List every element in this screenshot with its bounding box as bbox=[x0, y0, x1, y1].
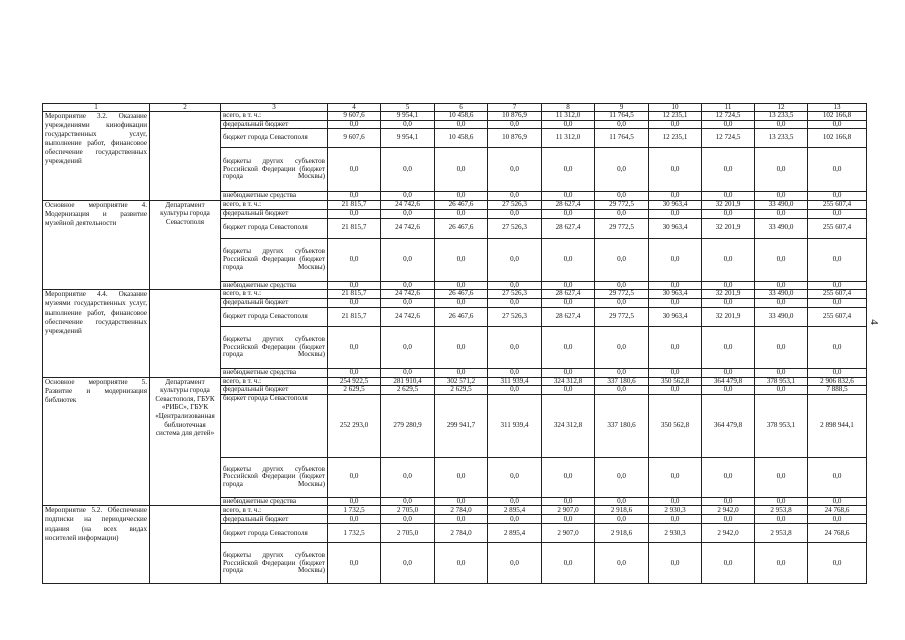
amount-cell: 12 235,1 bbox=[649, 112, 702, 121]
table-row bbox=[43, 200, 867, 209]
amount-cell: 9 607,6 bbox=[328, 112, 381, 121]
amount-cell: 0,0 bbox=[595, 192, 649, 201]
amount-cell: 0,0 bbox=[649, 192, 702, 201]
header-row bbox=[43, 104, 867, 112]
funding-source: федеральный бюджет bbox=[221, 386, 328, 395]
amount-cell: 24 768,6 bbox=[808, 506, 867, 515]
amount-cell: 10 458,6 bbox=[435, 129, 488, 148]
amount-cell: 2 629,5 bbox=[381, 386, 435, 395]
funding-source: бюджет города Севастополя bbox=[221, 524, 328, 543]
amount-cell: 0,0 bbox=[435, 543, 488, 584]
amount-cell: 21 815,7 bbox=[328, 200, 381, 209]
amount-cell: 2 784,0 bbox=[435, 524, 488, 543]
amount-cell: 0,0 bbox=[702, 457, 755, 497]
amount-cell: 0,0 bbox=[755, 281, 808, 290]
amount-cell: 2 898 944,1 bbox=[808, 394, 867, 457]
amount-cell: 21 815,7 bbox=[328, 218, 381, 238]
amount-cell: 0,0 bbox=[435, 497, 488, 506]
column-number: 12 bbox=[755, 104, 808, 112]
amount-cell: 0,0 bbox=[381, 497, 435, 506]
amount-cell: 0,0 bbox=[649, 120, 702, 129]
amount-cell: 0,0 bbox=[595, 148, 649, 192]
funding-source: внебюджетные средства bbox=[221, 192, 328, 201]
column-number: 7 bbox=[488, 104, 542, 112]
amount-cell: 0,0 bbox=[702, 209, 755, 218]
amount-cell: 11 312,0 bbox=[542, 129, 595, 148]
amount-cell: 11 312,0 bbox=[542, 112, 595, 121]
amount-cell: 0,0 bbox=[542, 238, 595, 281]
amount-cell: 0,0 bbox=[328, 148, 381, 192]
amount-cell: 0,0 bbox=[435, 238, 488, 281]
amount-cell: 2 930,3 bbox=[649, 524, 702, 543]
amount-cell: 0,0 bbox=[328, 326, 381, 368]
amount-cell: 24 742,6 bbox=[381, 200, 435, 209]
amount-cell: 252 293,0 bbox=[328, 394, 381, 457]
amount-cell: 30 963,4 bbox=[649, 218, 702, 238]
amount-cell: 0,0 bbox=[488, 368, 542, 377]
amount-cell: 0,0 bbox=[328, 192, 381, 201]
amount-cell: 0,0 bbox=[328, 298, 381, 307]
amount-cell: 0,0 bbox=[435, 368, 488, 377]
amount-cell: 0,0 bbox=[649, 298, 702, 307]
amount-cell: 2 953,8 bbox=[755, 506, 808, 515]
amount-cell: 27 526,3 bbox=[488, 307, 542, 326]
amount-cell: 11 764,5 bbox=[595, 112, 649, 121]
amount-cell: 0,0 bbox=[808, 298, 867, 307]
amount-cell: 0,0 bbox=[488, 497, 542, 506]
amount-cell: 255 607,4 bbox=[808, 218, 867, 238]
amount-cell: 0,0 bbox=[702, 298, 755, 307]
amount-cell: 0,0 bbox=[435, 457, 488, 497]
funding-source: бюджеты других субъектов Российской Федерации (бюджет города Москвы) bbox=[221, 457, 328, 497]
amount-cell: 2 953,8 bbox=[755, 524, 808, 543]
funding-source: всего, в т. ч.: bbox=[221, 112, 328, 121]
amount-cell: 0,0 bbox=[542, 281, 595, 290]
amount-cell: 0,0 bbox=[381, 326, 435, 368]
amount-cell: 27 526,3 bbox=[488, 218, 542, 238]
column-number: 6 bbox=[435, 104, 488, 112]
page-number: 4 bbox=[867, 319, 880, 325]
amount-cell: 0,0 bbox=[595, 368, 649, 377]
column-number: 13 bbox=[808, 104, 867, 112]
amount-cell: 0,0 bbox=[808, 281, 867, 290]
amount-cell: 0,0 bbox=[702, 326, 755, 368]
amount-cell: 0,0 bbox=[702, 515, 755, 524]
amount-cell: 0,0 bbox=[328, 120, 381, 129]
funding-source: бюджеты других субъектов Российской Федерации (бюджет города Москвы) bbox=[221, 238, 328, 281]
amount-cell: 2 784,0 bbox=[435, 506, 488, 515]
amount-cell: 0,0 bbox=[542, 497, 595, 506]
amount-cell: 302 571,2 bbox=[435, 377, 488, 386]
column-number: 9 bbox=[595, 104, 649, 112]
funding-source: федеральный бюджет bbox=[221, 298, 328, 307]
amount-cell: 255 607,4 bbox=[808, 290, 867, 299]
amount-cell: 9 607,6 bbox=[328, 129, 381, 148]
amount-cell: 0,0 bbox=[755, 148, 808, 192]
column-number: 2 bbox=[150, 104, 221, 112]
amount-cell: 0,0 bbox=[435, 515, 488, 524]
amount-cell: 0,0 bbox=[488, 238, 542, 281]
amount-cell: 2 705,0 bbox=[381, 506, 435, 515]
amount-cell: 0,0 bbox=[649, 457, 702, 497]
amount-cell: 0,0 bbox=[755, 192, 808, 201]
funding-source: всего, в т. ч.: bbox=[221, 506, 328, 515]
funding-source: всего, в т. ч.: bbox=[221, 290, 328, 299]
amount-cell: 33 490,0 bbox=[755, 200, 808, 209]
amount-cell: 0,0 bbox=[808, 515, 867, 524]
amount-cell: 0,0 bbox=[542, 457, 595, 497]
executor bbox=[150, 290, 221, 377]
amount-cell: 324 312,8 bbox=[542, 394, 595, 457]
amount-cell: 2 907,0 bbox=[542, 506, 595, 515]
amount-cell: 0,0 bbox=[381, 515, 435, 524]
funding-source: бюджет города Севастополя bbox=[221, 129, 328, 148]
amount-cell: 27 526,3 bbox=[488, 200, 542, 209]
amount-cell: 28 627,4 bbox=[542, 218, 595, 238]
amount-cell: 0,0 bbox=[755, 326, 808, 368]
funding-source: внебюджетные средства bbox=[221, 497, 328, 506]
amount-cell: 32 201,9 bbox=[702, 290, 755, 299]
column-number: 4 bbox=[328, 104, 381, 112]
amount-cell: 27 526,3 bbox=[488, 290, 542, 299]
amount-cell: 0,0 bbox=[755, 368, 808, 377]
amount-cell: 2 705,0 bbox=[381, 524, 435, 543]
amount-cell: 0,0 bbox=[649, 543, 702, 584]
amount-cell: 0,0 bbox=[808, 192, 867, 201]
amount-cell: 0,0 bbox=[595, 120, 649, 129]
amount-cell: 0,0 bbox=[488, 209, 542, 218]
budget-table-page bbox=[42, 103, 866, 584]
amount-cell: 0,0 bbox=[808, 238, 867, 281]
funding-source: бюджет города Севастополя bbox=[221, 307, 328, 326]
amount-cell: 350 562,8 bbox=[649, 377, 702, 386]
amount-cell: 0,0 bbox=[808, 120, 867, 129]
amount-cell: 0,0 bbox=[755, 497, 808, 506]
funding-source: всего, в т. ч.: bbox=[221, 377, 328, 386]
amount-cell: 0,0 bbox=[755, 543, 808, 584]
amount-cell: 12 235,1 bbox=[649, 129, 702, 148]
amount-cell: 0,0 bbox=[595, 209, 649, 218]
amount-cell: 0,0 bbox=[381, 148, 435, 192]
amount-cell: 254 922,5 bbox=[328, 377, 381, 386]
amount-cell: 2 895,4 bbox=[488, 524, 542, 543]
amount-cell: 0,0 bbox=[595, 298, 649, 307]
amount-cell: 28 627,4 bbox=[542, 200, 595, 209]
amount-cell: 21 815,7 bbox=[328, 290, 381, 299]
funding-source: всего, в т. ч.: bbox=[221, 200, 328, 209]
amount-cell: 311 939,4 bbox=[488, 394, 542, 457]
amount-cell: 30 963,4 bbox=[649, 290, 702, 299]
amount-cell: 0,0 bbox=[649, 238, 702, 281]
amount-cell: 0,0 bbox=[381, 457, 435, 497]
amount-cell: 2 906 832,6 bbox=[808, 377, 867, 386]
amount-cell: 0,0 bbox=[702, 386, 755, 395]
amount-cell: 0,0 bbox=[381, 192, 435, 201]
amount-cell: 11 764,5 bbox=[595, 129, 649, 148]
amount-cell: 12 724,5 bbox=[702, 129, 755, 148]
amount-cell: 10 876,9 bbox=[488, 112, 542, 121]
funding-source: бюджет города Севастополя bbox=[221, 394, 328, 457]
amount-cell: 32 201,9 bbox=[702, 218, 755, 238]
executor: Департамент культуры города Севастополя, ГБУК «РИБС», ГБУК «Централизованная библиотечная система для детей» bbox=[150, 377, 221, 506]
amount-cell: 337 180,6 bbox=[595, 394, 649, 457]
amount-cell: 0,0 bbox=[702, 148, 755, 192]
amount-cell: 0,0 bbox=[595, 386, 649, 395]
amount-cell: 0,0 bbox=[328, 497, 381, 506]
amount-cell: 0,0 bbox=[755, 209, 808, 218]
table-body bbox=[43, 104, 867, 584]
amount-cell: 0,0 bbox=[808, 368, 867, 377]
amount-cell: 29 772,5 bbox=[595, 307, 649, 326]
amount-cell: 33 490,0 bbox=[755, 307, 808, 326]
amount-cell: 12 724,5 bbox=[702, 112, 755, 121]
amount-cell: 13 233,5 bbox=[755, 112, 808, 121]
amount-cell: 9 954,1 bbox=[381, 112, 435, 121]
amount-cell: 364 479,8 bbox=[702, 394, 755, 457]
amount-cell: 0,0 bbox=[328, 543, 381, 584]
amount-cell: 0,0 bbox=[488, 457, 542, 497]
amount-cell: 26 467,6 bbox=[435, 218, 488, 238]
amount-cell: 29 772,5 bbox=[595, 200, 649, 209]
amount-cell: 28 627,4 bbox=[542, 290, 595, 299]
amount-cell: 102 166,8 bbox=[808, 129, 867, 148]
table-row bbox=[43, 290, 867, 299]
amount-cell: 0,0 bbox=[808, 209, 867, 218]
amount-cell: 2 930,3 bbox=[649, 506, 702, 515]
amount-cell: 299 941,7 bbox=[435, 394, 488, 457]
amount-cell: 0,0 bbox=[488, 515, 542, 524]
amount-cell: 2 907,0 bbox=[542, 524, 595, 543]
amount-cell: 32 201,9 bbox=[702, 200, 755, 209]
amount-cell: 2 629,5 bbox=[328, 386, 381, 395]
funding-source: внебюджетные средства bbox=[221, 368, 328, 377]
amount-cell: 0,0 bbox=[435, 298, 488, 307]
amount-cell: 0,0 bbox=[542, 326, 595, 368]
amount-cell: 0,0 bbox=[595, 457, 649, 497]
amount-cell: 0,0 bbox=[702, 368, 755, 377]
amount-cell: 0,0 bbox=[702, 281, 755, 290]
amount-cell: 0,0 bbox=[649, 368, 702, 377]
column-number: 8 bbox=[542, 104, 595, 112]
amount-cell: 0,0 bbox=[702, 238, 755, 281]
amount-cell: 28 627,4 bbox=[542, 307, 595, 326]
amount-cell: 0,0 bbox=[755, 298, 808, 307]
amount-cell: 24 742,6 bbox=[381, 290, 435, 299]
amount-cell: 0,0 bbox=[488, 386, 542, 395]
amount-cell: 2 918,6 bbox=[595, 524, 649, 543]
amount-cell: 0,0 bbox=[328, 238, 381, 281]
amount-cell: 0,0 bbox=[755, 238, 808, 281]
column-number: 10 bbox=[649, 104, 702, 112]
amount-cell: 26 467,6 bbox=[435, 307, 488, 326]
amount-cell: 255 607,4 bbox=[808, 200, 867, 209]
amount-cell: 24 742,6 bbox=[381, 307, 435, 326]
amount-cell: 0,0 bbox=[542, 515, 595, 524]
amount-cell: 279 280,9 bbox=[381, 394, 435, 457]
amount-cell: 0,0 bbox=[595, 281, 649, 290]
amount-cell: 0,0 bbox=[755, 120, 808, 129]
amount-cell: 2 918,6 bbox=[595, 506, 649, 515]
amount-cell: 0,0 bbox=[595, 238, 649, 281]
activity-name: Основное мероприятие 4. Модернизация и развитие музейной деятельности bbox=[43, 200, 150, 290]
amount-cell: 0,0 bbox=[542, 192, 595, 201]
column-number: 3 bbox=[221, 104, 328, 112]
amount-cell: 0,0 bbox=[649, 209, 702, 218]
amount-cell: 0,0 bbox=[649, 148, 702, 192]
amount-cell: 0,0 bbox=[381, 209, 435, 218]
funding-source: федеральный бюджет bbox=[221, 209, 328, 218]
amount-cell: 0,0 bbox=[542, 120, 595, 129]
amount-cell: 10 458,6 bbox=[435, 112, 488, 121]
amount-cell: 21 815,7 bbox=[328, 307, 381, 326]
amount-cell: 0,0 bbox=[755, 386, 808, 395]
amount-cell: 33 490,0 bbox=[755, 290, 808, 299]
activity-name: Мероприятие 4.4. Оказание музеями государственных услуг, выполнение работ, финансовое обеспечение государственных учреждений bbox=[43, 290, 150, 377]
amount-cell: 0,0 bbox=[595, 497, 649, 506]
amount-cell: 0,0 bbox=[542, 209, 595, 218]
amount-cell: 0,0 bbox=[435, 192, 488, 201]
amount-cell: 33 490,0 bbox=[755, 218, 808, 238]
amount-cell: 32 201,9 bbox=[702, 307, 755, 326]
budget-table bbox=[42, 103, 867, 584]
amount-cell: 9 954,1 bbox=[381, 129, 435, 148]
amount-cell: 0,0 bbox=[542, 298, 595, 307]
amount-cell: 311 939,4 bbox=[488, 377, 542, 386]
amount-cell: 0,0 bbox=[702, 192, 755, 201]
amount-cell: 350 562,8 bbox=[649, 394, 702, 457]
amount-cell: 0,0 bbox=[488, 192, 542, 201]
amount-cell: 1 732,5 bbox=[328, 506, 381, 515]
amount-cell: 0,0 bbox=[381, 368, 435, 377]
amount-cell: 0,0 bbox=[488, 326, 542, 368]
amount-cell: 0,0 bbox=[435, 120, 488, 129]
column-number: 11 bbox=[702, 104, 755, 112]
amount-cell: 378 953,1 bbox=[755, 394, 808, 457]
amount-cell: 364 479,8 bbox=[702, 377, 755, 386]
amount-cell: 0,0 bbox=[595, 326, 649, 368]
amount-cell: 0,0 bbox=[435, 281, 488, 290]
amount-cell: 0,0 bbox=[649, 386, 702, 395]
column-number: 5 bbox=[381, 104, 435, 112]
amount-cell: 0,0 bbox=[328, 515, 381, 524]
amount-cell: 255 607,4 bbox=[808, 307, 867, 326]
amount-cell: 0,0 bbox=[702, 543, 755, 584]
table-row bbox=[43, 112, 867, 121]
amount-cell: 378 953,1 bbox=[755, 377, 808, 386]
amount-cell: 0,0 bbox=[808, 148, 867, 192]
amount-cell: 0,0 bbox=[649, 326, 702, 368]
amount-cell: 0,0 bbox=[702, 497, 755, 506]
table-row bbox=[43, 506, 867, 515]
activity-name: Мероприятие 3.2. Оказание учреждениями кинофикации государственных услуг, выполнение работ, финансовое обеспечение государственных учреждений bbox=[43, 112, 150, 201]
amount-cell: 2 942,0 bbox=[702, 506, 755, 515]
amount-cell: 0,0 bbox=[381, 281, 435, 290]
amount-cell: 0,0 bbox=[755, 457, 808, 497]
amount-cell: 0,0 bbox=[381, 543, 435, 584]
amount-cell: 0,0 bbox=[381, 298, 435, 307]
amount-cell: 0,0 bbox=[542, 148, 595, 192]
activity-name: Мероприятие 5.2. Обеспечение подписки на периодические издания (на всех видах носителей информации) bbox=[43, 506, 150, 584]
amount-cell: 2 942,0 bbox=[702, 524, 755, 543]
amount-cell: 0,0 bbox=[488, 148, 542, 192]
amount-cell: 26 467,6 bbox=[435, 200, 488, 209]
amount-cell: 24 742,6 bbox=[381, 218, 435, 238]
amount-cell: 26 467,6 bbox=[435, 290, 488, 299]
amount-cell: 0,0 bbox=[435, 209, 488, 218]
amount-cell: 0,0 bbox=[702, 120, 755, 129]
amount-cell: 0,0 bbox=[488, 120, 542, 129]
amount-cell: 0,0 bbox=[595, 543, 649, 584]
funding-source: внебюджетные средства bbox=[221, 281, 328, 290]
amount-cell: 1 732,5 bbox=[328, 524, 381, 543]
amount-cell: 0,0 bbox=[488, 543, 542, 584]
amount-cell: 0,0 bbox=[649, 497, 702, 506]
amount-cell: 0,0 bbox=[649, 281, 702, 290]
amount-cell: 0,0 bbox=[649, 515, 702, 524]
amount-cell: 0,0 bbox=[328, 209, 381, 218]
amount-cell: 0,0 bbox=[328, 281, 381, 290]
amount-cell: 0,0 bbox=[435, 148, 488, 192]
amount-cell: 0,0 bbox=[542, 543, 595, 584]
amount-cell: 0,0 bbox=[808, 497, 867, 506]
amount-cell: 0,0 bbox=[488, 298, 542, 307]
activity-name: Основное мероприятие 5. Развитие и модернизация библиотек bbox=[43, 377, 150, 506]
amount-cell: 0,0 bbox=[381, 120, 435, 129]
amount-cell: 0,0 bbox=[542, 368, 595, 377]
amount-cell: 0,0 bbox=[488, 281, 542, 290]
funding-source: бюджет города Севастополя bbox=[221, 218, 328, 238]
amount-cell: 2 629,5 bbox=[435, 386, 488, 395]
table-row bbox=[43, 377, 867, 386]
amount-cell: 0,0 bbox=[808, 543, 867, 584]
amount-cell: 29 772,5 bbox=[595, 218, 649, 238]
amount-cell: 30 963,4 bbox=[649, 307, 702, 326]
amount-cell: 2 895,4 bbox=[488, 506, 542, 515]
funding-source: федеральный бюджет bbox=[221, 120, 328, 129]
amount-cell: 13 233,5 bbox=[755, 129, 808, 148]
amount-cell: 30 963,4 bbox=[649, 200, 702, 209]
amount-cell: 0,0 bbox=[595, 515, 649, 524]
column-number: 1 bbox=[43, 104, 150, 112]
executor bbox=[150, 112, 221, 201]
amount-cell: 0,0 bbox=[542, 386, 595, 395]
amount-cell: 102 166,8 bbox=[808, 112, 867, 121]
funding-source: бюджеты других субъектов Российской Федерации (бюджет города Москвы) bbox=[221, 148, 328, 192]
amount-cell: 10 876,9 bbox=[488, 129, 542, 148]
funding-source: федеральный бюджет bbox=[221, 515, 328, 524]
funding-source: бюджеты других субъектов Российской Федерации (бюджет города Москвы) bbox=[221, 543, 328, 584]
amount-cell: 0,0 bbox=[328, 457, 381, 497]
amount-cell: 0,0 bbox=[808, 457, 867, 497]
amount-cell: 324 312,8 bbox=[542, 377, 595, 386]
executor: Департамент культуры города Севастополя bbox=[150, 200, 221, 290]
funding-source: бюджеты других субъектов Российской Федерации (бюджет города Москвы) bbox=[221, 326, 328, 368]
amount-cell: 24 768,6 bbox=[808, 524, 867, 543]
amount-cell: 29 772,5 bbox=[595, 290, 649, 299]
amount-cell: 0,0 bbox=[328, 368, 381, 377]
amount-cell: 7 888,5 bbox=[808, 386, 867, 395]
amount-cell: 0,0 bbox=[808, 326, 867, 368]
amount-cell: 281 910,4 bbox=[381, 377, 435, 386]
amount-cell: 0,0 bbox=[381, 238, 435, 281]
amount-cell: 337 180,6 bbox=[595, 377, 649, 386]
amount-cell: 0,0 bbox=[755, 515, 808, 524]
amount-cell: 0,0 bbox=[435, 326, 488, 368]
executor bbox=[150, 506, 221, 584]
